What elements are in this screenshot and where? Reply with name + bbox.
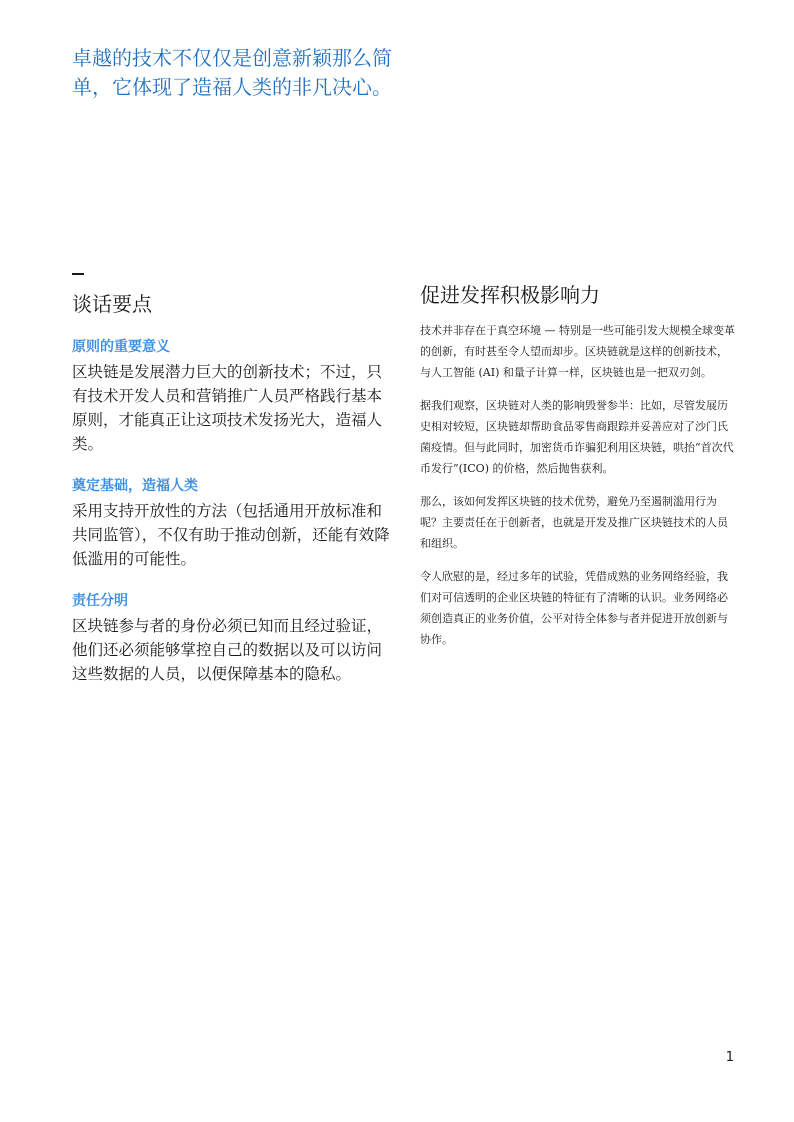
talking-point-body: 区块链是发展潜力巨大的创新技术；不过，只有技术开发人员和营销推广人员严格践行基本原则，才能真正让这项技术发扬光大，造福人类。 [72, 363, 383, 453]
impact-heading: 促进发挥积极影响力 [420, 283, 600, 307]
talking-points-list [72, 337, 390, 706]
talking-point-title: 奠定基础，造福人类 [72, 478, 198, 494]
talking-point-body: 区块链参与者的身份必须已知而且经过验证，他们还必须能够掌控自己的数据以及可以访问这些数据的人员，以便保障基本的隐私。 [72, 617, 383, 683]
talking-point-title: 原则的重要意义 [72, 339, 170, 355]
impact-body [420, 320, 738, 662]
talking-points-heading: 谈话要点 [72, 292, 152, 316]
impact-paragraph: 那么，该如何发挥区块链的技术优势，避免乃至遏制滥用行为呢？主要责任在于创新者，也就是开发及推广区块链技术的人员和组织。 [420, 495, 728, 550]
impact-paragraph: 令人欣慰的是，经过多年的试验，凭借成熟的业务网络经验，我们对可信透明的企业区块链的特征有了清晰的认识。业务网络必须创造真正的业务价值，公平对待全体参与者并促进开放创新与协作。 [420, 570, 728, 646]
impact-paragraph: 技术并非存在于真空环境 — 特别是一些可能引发大规模全球变革的创新，有时甚至令人望而却步。区块链就是这样的创新技术，与人工智能 (AI) 和量子计算一样，区块链也是一把双刃剑。 [420, 324, 735, 379]
talking-point [72, 337, 390, 456]
talking-point-body: 采用支持开放性的方法（包括通用开放标准和共同监管），不仅有助于推动创新，还能有效降低滥用的可能性。 [72, 502, 390, 568]
talking-point [72, 591, 390, 686]
page-number: 1 [725, 1050, 734, 1065]
impact-paragraph: 据我们观察，区块链对人类的影响毁誉参半：比如，尽管发展历史相对较短，区块链却帮助食品零售商跟踪并妥善应对了沙门氏菌疫情。但与此同时，加密货币诈骗犯利用区块链，哄抬“首次代币发行”(ICO) 的价格，然后抛售获利。 [420, 399, 734, 475]
section-divider [72, 273, 84, 275]
pull-quote: 卓越的技术不仅仅是创意新颖那么简单，它体现了造福人类的非凡决心。 [72, 46, 392, 99]
talking-point [72, 476, 390, 571]
talking-point-title: 责任分明 [72, 593, 128, 609]
